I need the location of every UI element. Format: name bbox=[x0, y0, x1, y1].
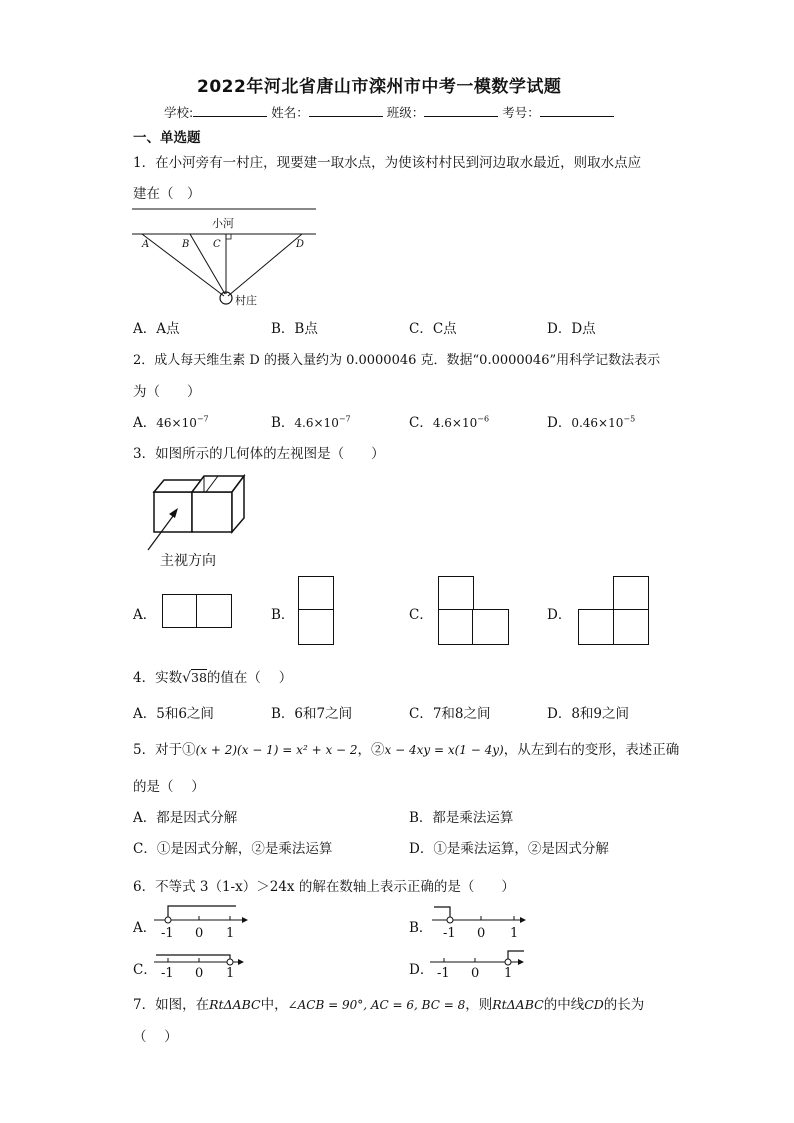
svg-text:0: 0 bbox=[195, 926, 204, 941]
q4-option-b[interactable]: B．6和7之间 bbox=[271, 706, 353, 722]
svg-text:-1: -1 bbox=[161, 926, 174, 941]
q3-solid-figure bbox=[140, 468, 290, 573]
q5-option-b[interactable]: B．都是乘法运算 bbox=[409, 810, 514, 826]
label-c: C bbox=[213, 239, 221, 250]
svg-text:0: 0 bbox=[471, 966, 480, 981]
village-label: 村庄 bbox=[235, 294, 257, 307]
q5-option-d[interactable]: D．①是乘法运算，②是因式分解 bbox=[409, 841, 609, 857]
label-d: D bbox=[296, 239, 305, 250]
q2-option-b[interactable]: B．$4.6\times 10^{-7}$ bbox=[271, 414, 351, 431]
q4-option-d[interactable]: D．8和9之间 bbox=[547, 706, 630, 722]
q5-text-line2: 的是（ ） bbox=[133, 779, 205, 795]
section-heading: 一、单选题 bbox=[133, 130, 201, 146]
class-blank[interactable] bbox=[424, 104, 498, 117]
q1-option-b[interactable]: B．B点 bbox=[271, 321, 318, 337]
q1-option-c[interactable]: C．C点 bbox=[409, 321, 457, 337]
class-label: 班级： bbox=[386, 105, 425, 120]
svg-text:-1: -1 bbox=[161, 966, 174, 981]
right-angle-mark bbox=[226, 234, 231, 239]
q3-option-d[interactable]: D． bbox=[547, 607, 572, 623]
q1-option-a[interactable]: A．A点 bbox=[133, 321, 180, 337]
q5-option-a[interactable]: A．都是因式分解 bbox=[133, 810, 238, 826]
svg-text:-1: -1 bbox=[437, 966, 450, 981]
q4-option-a[interactable]: A．5和6之间 bbox=[133, 706, 214, 722]
q6-number-line-b bbox=[430, 902, 530, 942]
q2-option-d[interactable]: D．$0.46\times 10^{-5}$ bbox=[547, 414, 636, 431]
svg-text:-1: -1 bbox=[443, 926, 456, 941]
q2-text-line1: 2．成人每天维生素 D 的摄入量约为 0.0000046 克．数据“0.0000046”用科学记数法表示 bbox=[133, 353, 661, 368]
q5-text-line1: 5．对于①(x + 2)(x − 1) = x² + x − 2，②x − 4xy = x(1 − 4y)，从左到右的变形，表述正确 bbox=[133, 742, 680, 758]
q6-number-line-c bbox=[152, 944, 252, 984]
q3-d-square-top bbox=[613, 576, 649, 611]
school-label: 学校: bbox=[164, 105, 194, 120]
school-blank[interactable] bbox=[193, 104, 267, 117]
page-title: 2022年河北省唐山市滦州市中考一模数学试题 bbox=[197, 77, 562, 97]
q6-option-c[interactable]: C． bbox=[133, 962, 157, 978]
q1-river-figure bbox=[128, 204, 328, 314]
q7-text-line1: 7．如图，在RtΔABC中，∠ACB = 90°, AC = 6, BC = 8，则RtΔABC的中线CD的长为 bbox=[133, 997, 645, 1013]
q3-text: 3．如图所示的几何体的左视图是（ ） bbox=[133, 446, 385, 462]
name-label: 姓名： bbox=[271, 105, 309, 120]
q5-option-c[interactable]: C．①是因式分解，②是乘法运算 bbox=[133, 841, 333, 857]
q3-option-a[interactable]: A． bbox=[133, 607, 157, 623]
student-info-line bbox=[164, 103, 614, 121]
q3-d-square-bottom-left bbox=[578, 609, 615, 645]
view-direction-label: 主视方向 bbox=[160, 553, 216, 569]
label-b: B bbox=[182, 239, 190, 250]
svg-text:0: 0 bbox=[195, 966, 204, 981]
q6-text: 6．不等式 3（1-x）＞24x 的解在数轴上表示正确的是（ ） bbox=[133, 879, 515, 895]
q3-a-square-right bbox=[196, 594, 232, 628]
q6-number-line-a bbox=[152, 902, 252, 942]
number-label: 考号： bbox=[502, 105, 540, 120]
q1-text-line2: 建在（ ） bbox=[133, 186, 201, 202]
sqrt-radicand: 38 bbox=[191, 670, 207, 685]
line-to-d bbox=[228, 234, 305, 296]
svg-text:1: 1 bbox=[226, 966, 235, 981]
q3-c-square-bottom-right bbox=[472, 609, 509, 645]
svg-text:0: 0 bbox=[477, 926, 486, 941]
q3-c-square-top bbox=[438, 576, 474, 611]
q2-text-line2: 为（ ） bbox=[133, 384, 201, 400]
river-label: 小河 bbox=[212, 217, 234, 230]
label-a: A bbox=[142, 239, 150, 250]
q6-option-d[interactable]: D． bbox=[409, 962, 434, 978]
q3-d-square-bottom-right bbox=[613, 609, 649, 645]
svg-text:1: 1 bbox=[504, 966, 513, 981]
svg-text:1: 1 bbox=[226, 926, 235, 941]
q7-text-line2: （ ） bbox=[133, 1029, 178, 1045]
q2-option-c[interactable]: C．$4.6\times 10^{-6}$ bbox=[409, 414, 490, 431]
svg-text:1: 1 bbox=[510, 926, 519, 941]
q6-option-a[interactable]: A． bbox=[133, 920, 157, 936]
q1-option-d[interactable]: D．D点 bbox=[547, 321, 596, 337]
number-blank[interactable] bbox=[540, 104, 614, 117]
q1-text-line1: 1．在小河旁有一村庄，现要建一取水点，为使该村村民到河边取水最近，则取水点应 bbox=[133, 155, 642, 171]
q3-option-c[interactable]: C． bbox=[409, 607, 433, 623]
q2-option-a[interactable]: A．$46\times 10^{-7}$ bbox=[133, 414, 209, 431]
q5-expr2: x − 4xy = x(1 − 4y) bbox=[384, 743, 504, 757]
q3-b-square-top bbox=[298, 576, 334, 611]
name-blank[interactable] bbox=[309, 104, 383, 117]
q4-option-c[interactable]: C．7和8之间 bbox=[409, 706, 491, 722]
q6-option-b[interactable]: B． bbox=[409, 920, 433, 936]
q3-a-square-left bbox=[162, 594, 198, 628]
sqrt-symbol: √ bbox=[182, 670, 192, 686]
q5-expr1: (x + 2)(x − 1) = x² + x − 2 bbox=[195, 743, 358, 757]
q6-number-line-d bbox=[428, 944, 528, 984]
q3-b-square-bottom bbox=[298, 609, 334, 645]
q3-option-b[interactable]: B． bbox=[271, 607, 295, 623]
q4-text: 4．实数√38的值在（ ） bbox=[133, 670, 293, 686]
q3-c-square-bottom-left bbox=[438, 609, 474, 645]
